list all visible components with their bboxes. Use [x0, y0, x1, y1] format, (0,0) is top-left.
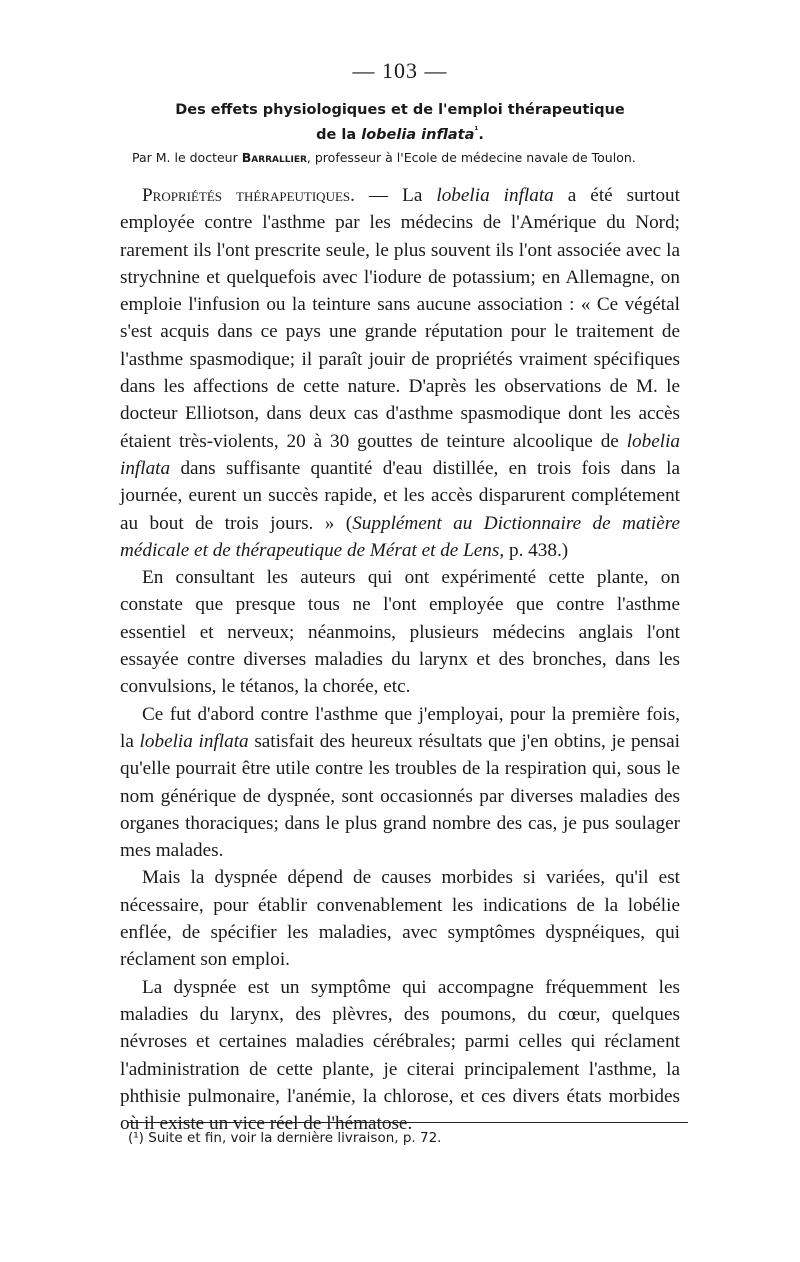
author-name: Barrallier [241, 150, 307, 165]
footnote [128, 1130, 688, 1146]
byline-prefix: Par M. le docteur [132, 150, 242, 165]
title-plant-name: lobelia inflata [361, 126, 475, 143]
footnote-mark: (¹) [128, 1130, 144, 1146]
italic-term: lobelia inflata [120, 430, 680, 479]
text-run: a été surtout employée contre l'asthme par les médecins de l'Amérique du Nord; rarement ils l'ont prescrite seule, le plus souvent ils l'ont associée avec la strychnine et quelquefois avec l'iodure de potassium; en Allemagne, on emploie l'infusion ou la teinture sans aucune association : « Ce végétal s'est acquis dans ce pays une grande réputation pour le traitement de l'asthme spasmodique; il paraît jouir de propriétés vraiment spécifiques dans les affections de cette nature. D'après les observations de M. le docteur Elliotson, dans deux cas d'asthme spasmodique dont les accès étaient très-violents, 20 à 30 gouttes de teinture alcoolique de [120, 185, 680, 452]
footnote-reference: ¹ [474, 126, 479, 136]
section-heading: Propriétés thérapeutiques. [142, 185, 355, 206]
article-body [120, 182, 680, 1137]
author-byline [132, 150, 692, 165]
paragraph-5: La dyspnée est un symptôme qui accompagne fréquemment les maladies du larynx, des plèvres, des poumons, du cœur, quelques névroses et certaines maladies cérébrales; parmi celles qui réclament l'administration de cette plante, je citerai principalement l'asthme, la phthisie pulmonaire, l'anémie, la chlorose, et ces divers états morbides où il existe un vice réel de l'hématose. [120, 976, 680, 1135]
paragraph-1 [120, 182, 680, 564]
title-suffix: . [478, 126, 484, 143]
text-run: Ce fut d'abord contre l'asthme que j'employai, pour la première fois, la [120, 703, 680, 752]
title-prefix: de la [316, 126, 362, 143]
footnote-divider [128, 1122, 688, 1123]
text-run: satisfait des heureux résultats que j'en obtins, je pensai qu'elle pourrait être utile contre les troubles de la respiration qui, sous le nom générique de dyspnée, sont occasionnés par diverses maladies des organes thoraciques; dans le plus grand nombre des cas, je pus soulager mes malades. [120, 730, 680, 862]
paragraph-4: Mais la dyspnée dépend de causes morbides si variées, qu'il est nécessaire, pour établir convenablement les indications de la lobélie enflée, de spécifier les maladies, avec symptômes dyspnéiques, qui réclament son emploi. [120, 867, 680, 971]
paragraph-3 [120, 701, 680, 865]
text-run: — La [354, 185, 437, 206]
citation-title: Supplément au Dictionnaire de matière médicale et de thérapeutique de Mérat et de Lens [120, 512, 680, 561]
text-run: , p. 438.) [499, 539, 569, 561]
footnote-text: Suite et fin, voir la dernière livraison, p. 72. [143, 1130, 442, 1146]
article-title [100, 100, 700, 146]
title-line-2 [100, 121, 700, 146]
paragraph-2: En consultant les auteurs qui ont expérimenté cette plante, on constate que presque tous ne l'ont employée que contre l'asthme essentiel et nerveux; néanmoins, plusieurs médecins anglais l'ont essayée contre diverses maladies du larynx et des bronches, dans les convulsions, le tétanos, la chorée, etc. [120, 567, 680, 698]
page-number: — 103 — [352, 58, 448, 83]
text-run: dans suffisante quantité d'eau distillée, en trois fois dans la journée, eurent un succès rapide, et les accès disparurent complétement au bout de trois jours. » ( [120, 457, 680, 534]
italic-term: lobelia inflata [139, 730, 249, 752]
italic-term: lobelia inflata [436, 185, 554, 206]
author-affiliation: , professeur à l'Ecole de médecine navale de Toulon. [306, 150, 636, 165]
title-line-1: Des effets physiologiques et de l'emploi thérapeutique [175, 102, 625, 118]
